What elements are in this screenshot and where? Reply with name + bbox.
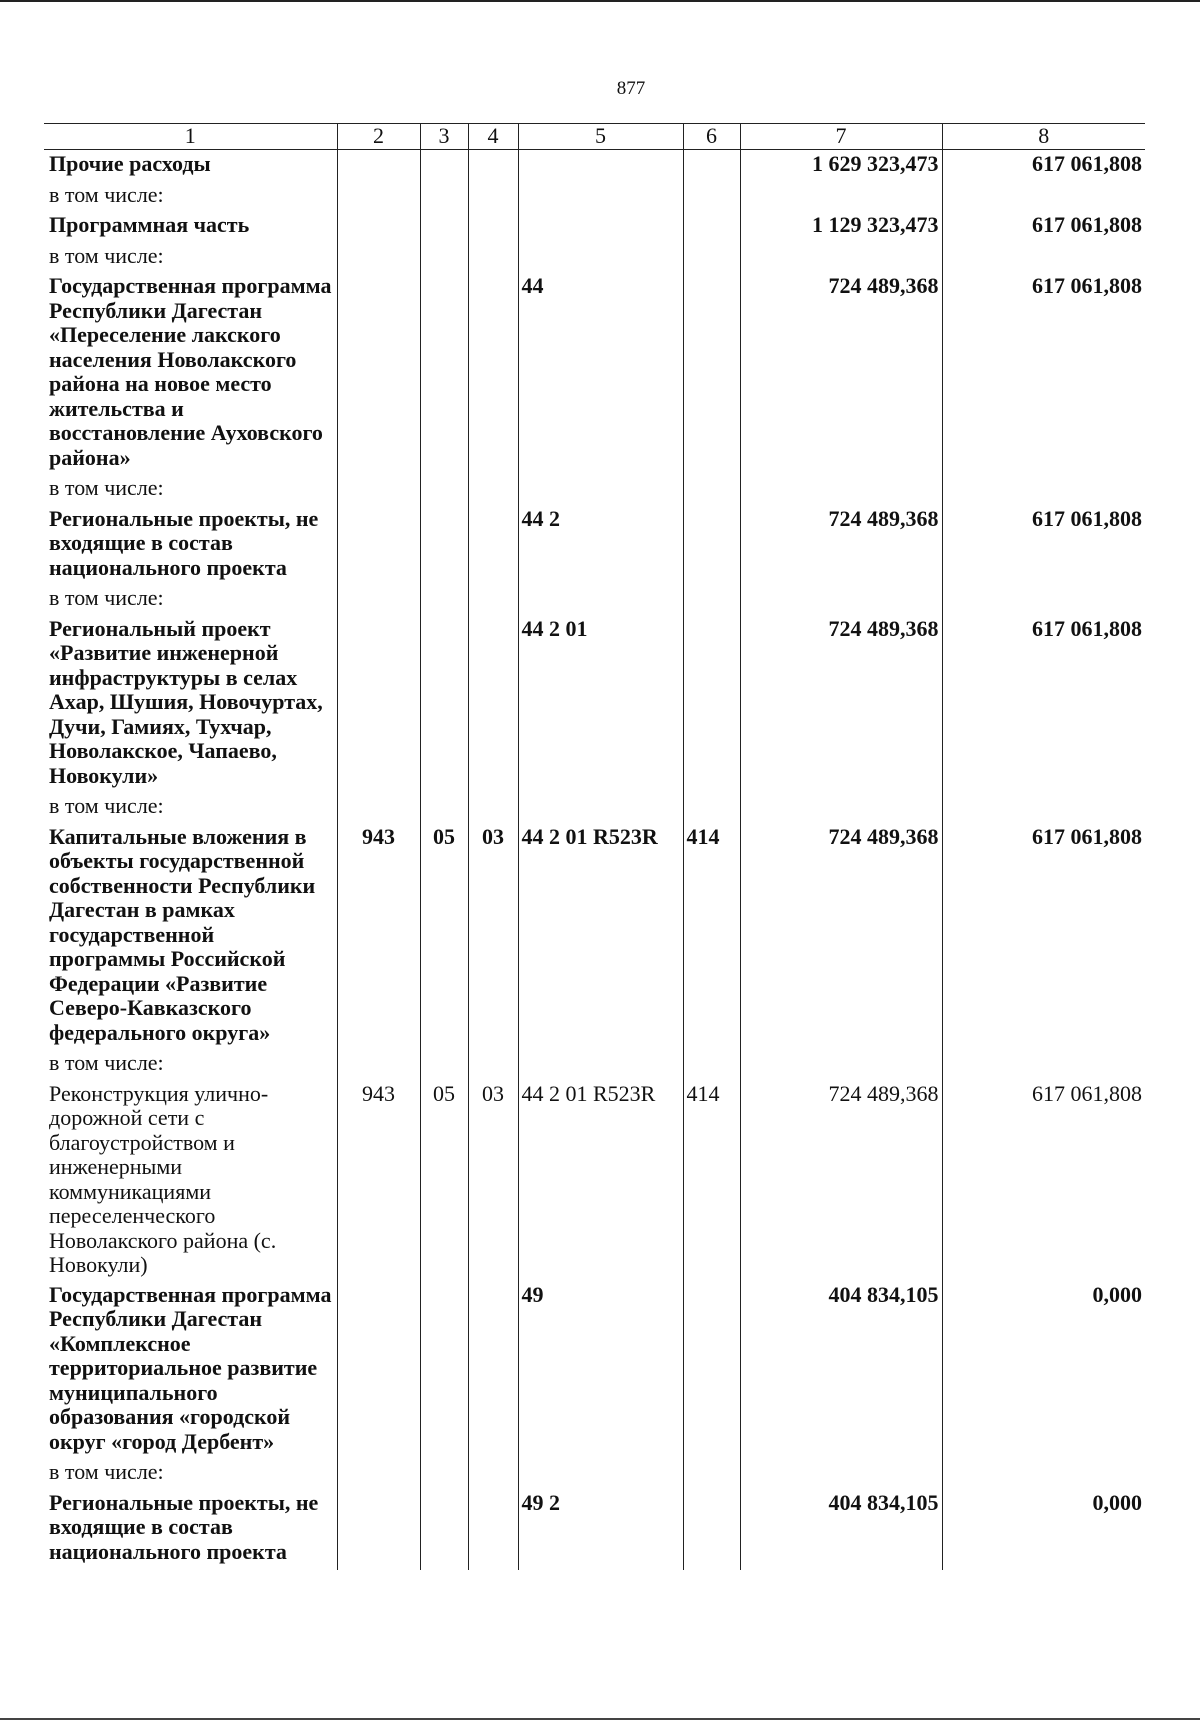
column-header: 8	[942, 124, 1145, 150]
subheading-row	[44, 241, 1145, 273]
code-admin-cell	[337, 791, 420, 823]
amount-cell-7	[740, 473, 942, 505]
column-header: 7	[740, 124, 942, 150]
target-article-cell	[518, 211, 683, 241]
amount-cell-7: 724 489,368	[740, 615, 942, 792]
amount-cell-8: 617 061,808	[942, 1080, 1145, 1281]
table-body	[44, 150, 1145, 1571]
table-row	[44, 1281, 1145, 1458]
table-row	[44, 505, 1145, 584]
code-subsection-cell: 03	[468, 1080, 518, 1281]
target-article-cell	[518, 791, 683, 823]
code-admin-cell	[337, 1048, 420, 1080]
name-cell: Государственная программа Республики Дагестан «Комплексное территориальное развитие муниципального образования «городской округ «город Дербент»	[49, 1281, 332, 1454]
code-admin-cell: 943	[337, 1080, 420, 1281]
expense-type-cell	[683, 1457, 740, 1489]
subheading-row	[44, 791, 1145, 823]
expense-type-cell	[683, 1048, 740, 1080]
amount-cell-8: 617 061,808	[942, 272, 1145, 473]
code-subsection-cell	[468, 1489, 518, 1571]
amount-cell-7: 724 489,368	[740, 1080, 942, 1281]
amount-cell-8: 0,000	[942, 1281, 1145, 1458]
code-subsection-cell	[468, 150, 518, 180]
subheading-row	[44, 473, 1145, 505]
target-article-cell: 44 2 01 R523R	[518, 823, 683, 1049]
amount-cell-8	[942, 1048, 1145, 1080]
subheading-row	[44, 583, 1145, 615]
expense-type-cell	[683, 791, 740, 823]
code-section-cell	[420, 1489, 468, 1571]
subheading-row	[44, 1457, 1145, 1489]
amount-cell-7	[740, 241, 942, 273]
amount-cell-7: 404 834,105	[740, 1489, 942, 1571]
code-section-cell	[420, 1457, 468, 1489]
code-section-cell	[420, 1281, 468, 1458]
code-subsection-cell	[468, 583, 518, 615]
name-cell: в том числе:	[49, 1459, 164, 1484]
target-article-cell	[518, 180, 683, 212]
table-row	[44, 211, 1145, 241]
subheading-row	[44, 180, 1145, 212]
amount-cell-8: 617 061,808	[942, 505, 1145, 584]
expense-type-cell	[683, 150, 740, 180]
code-subsection-cell	[468, 272, 518, 473]
target-article-cell: 44 2 01	[518, 615, 683, 792]
code-section-cell	[420, 211, 468, 241]
name-cell: в том числе:	[49, 793, 164, 818]
code-admin-cell	[337, 150, 420, 180]
expense-type-cell	[683, 272, 740, 473]
amount-cell-7: 1 629 323,473	[740, 150, 942, 180]
top-border-line	[0, 0, 1200, 2]
code-admin-cell	[337, 241, 420, 273]
expense-type-cell	[683, 615, 740, 792]
code-section-cell: 05	[420, 823, 468, 1049]
code-subsection-cell	[468, 791, 518, 823]
column-header: 3	[420, 124, 468, 150]
code-subsection-cell	[468, 1281, 518, 1458]
expense-type-cell: 414	[683, 823, 740, 1049]
expense-type-cell	[683, 211, 740, 241]
target-article-cell	[518, 150, 683, 180]
amount-cell-8	[942, 583, 1145, 615]
code-subsection-cell	[468, 211, 518, 241]
amount-cell-8: 617 061,808	[942, 211, 1145, 241]
amount-cell-8	[942, 791, 1145, 823]
name-cell: Региональные проекты, не входящие в состав национального проекта	[49, 505, 319, 580]
code-section-cell	[420, 1048, 468, 1080]
expense-type-cell	[683, 1281, 740, 1458]
column-header: 5	[518, 124, 683, 150]
code-subsection-cell	[468, 473, 518, 505]
code-subsection-cell	[468, 615, 518, 792]
code-section-cell	[420, 241, 468, 273]
code-section-cell	[420, 272, 468, 473]
amount-cell-8: 0,000	[942, 1489, 1145, 1571]
name-cell: в том числе:	[49, 1050, 164, 1075]
bottom-border-line	[0, 1718, 1200, 1720]
budget-table	[44, 123, 1145, 1570]
expense-type-cell	[683, 241, 740, 273]
column-header: 2	[337, 124, 420, 150]
target-article-cell	[518, 1457, 683, 1489]
code-section-cell	[420, 180, 468, 212]
amount-cell-7	[740, 583, 942, 615]
amount-cell-7	[740, 791, 942, 823]
target-article-cell: 44	[518, 272, 683, 473]
expense-type-cell: 414	[683, 1080, 740, 1281]
table-row	[44, 272, 1145, 473]
code-section-cell	[420, 150, 468, 180]
target-article-cell	[518, 241, 683, 273]
target-article-cell	[518, 583, 683, 615]
code-subsection-cell	[468, 505, 518, 584]
name-cell: в том числе:	[49, 242, 164, 268]
target-article-cell	[518, 1048, 683, 1080]
code-admin-cell	[337, 473, 420, 505]
subheading-row	[44, 1048, 1145, 1080]
code-admin-cell	[337, 615, 420, 792]
amount-cell-8: 617 061,808	[942, 150, 1145, 180]
table-row	[44, 1489, 1145, 1571]
code-section-cell	[420, 615, 468, 792]
amount-cell-7: 724 489,368	[740, 823, 942, 1049]
amount-cell-8	[942, 473, 1145, 505]
column-header: 1	[44, 124, 337, 150]
amount-cell-7: 404 834,105	[740, 1281, 942, 1458]
code-admin-cell	[337, 583, 420, 615]
code-subsection-cell	[468, 180, 518, 212]
table-row	[44, 1080, 1145, 1281]
code-admin-cell	[337, 1281, 420, 1458]
target-article-cell	[518, 473, 683, 505]
amount-cell-8	[942, 1457, 1145, 1489]
name-cell: в том числе:	[49, 181, 164, 207]
expense-type-cell	[683, 583, 740, 615]
name-cell: Прочие расходы	[49, 151, 211, 176]
column-header: 4	[468, 124, 518, 150]
code-admin-cell	[337, 211, 420, 241]
amount-cell-8: 617 061,808	[942, 823, 1145, 1049]
name-cell: Капитальные вложения в объекты государственной собственности Республики Дагестан в рамках государственной программы Российской Федерации «Развитие Северо-Кавказского федерального округа»	[49, 823, 316, 1045]
target-article-cell: 44 2	[518, 505, 683, 584]
code-admin-cell	[337, 180, 420, 212]
code-admin-cell	[337, 1489, 420, 1571]
code-admin-cell	[337, 505, 420, 584]
amount-cell-8	[942, 241, 1145, 273]
expense-type-cell	[683, 473, 740, 505]
amount-cell-8: 617 061,808	[942, 615, 1145, 792]
target-article-cell: 49 2	[518, 1489, 683, 1571]
expense-type-cell	[683, 1489, 740, 1571]
name-cell: в том числе:	[49, 585, 164, 610]
column-header: 6	[683, 124, 740, 150]
table-row	[44, 823, 1145, 1049]
amount-cell-8	[942, 180, 1145, 212]
page-number: 877	[616, 78, 646, 99]
code-admin-cell: 943	[337, 823, 420, 1049]
table-row	[44, 615, 1145, 792]
code-admin-cell	[337, 1457, 420, 1489]
table-header-row	[44, 124, 1145, 150]
amount-cell-7	[740, 1457, 942, 1489]
amount-cell-7: 1 129 323,473	[740, 211, 942, 241]
expense-type-cell	[683, 180, 740, 212]
code-section-cell	[420, 505, 468, 584]
amount-cell-7: 724 489,368	[740, 505, 942, 584]
amount-cell-7	[740, 180, 942, 212]
expense-type-cell	[683, 505, 740, 584]
code-section-cell: 05	[420, 1080, 468, 1281]
code-section-cell	[420, 473, 468, 505]
code-subsection-cell	[468, 241, 518, 273]
target-article-cell: 44 2 01 R523R	[518, 1080, 683, 1281]
code-section-cell	[420, 583, 468, 615]
name-cell: Региональный проект «Развитие инженерной инфраструктуры в селах Ахар, Шушия, Новочуртах, Дучи, Гамиях, Тухчар, Новолакское, Чапаево, Новокули»	[49, 615, 323, 788]
amount-cell-7: 724 489,368	[740, 272, 942, 473]
name-cell: в том числе:	[49, 475, 164, 500]
code-admin-cell	[337, 272, 420, 473]
name-cell: Государственная программа Республики Дагестан «Переселение лакского населения Новолакского района на новое место жительства и восстановление Ауховского района»	[49, 273, 332, 470]
code-subsection-cell	[468, 1048, 518, 1080]
name-cell: Реконструкция улично-дорожной сети с благоустройством и инженерными коммуникациями переселенческого Новолакского района (с. Новокули)	[49, 1080, 277, 1277]
name-cell: Региональные проекты, не входящие в состав национального проекта	[49, 1489, 319, 1564]
code-section-cell	[420, 791, 468, 823]
target-article-cell: 49	[518, 1281, 683, 1458]
amount-cell-7	[740, 1048, 942, 1080]
code-subsection-cell	[468, 1457, 518, 1489]
table-row	[44, 150, 1145, 180]
code-subsection-cell: 03	[468, 823, 518, 1049]
name-cell: Программная часть	[49, 212, 250, 237]
